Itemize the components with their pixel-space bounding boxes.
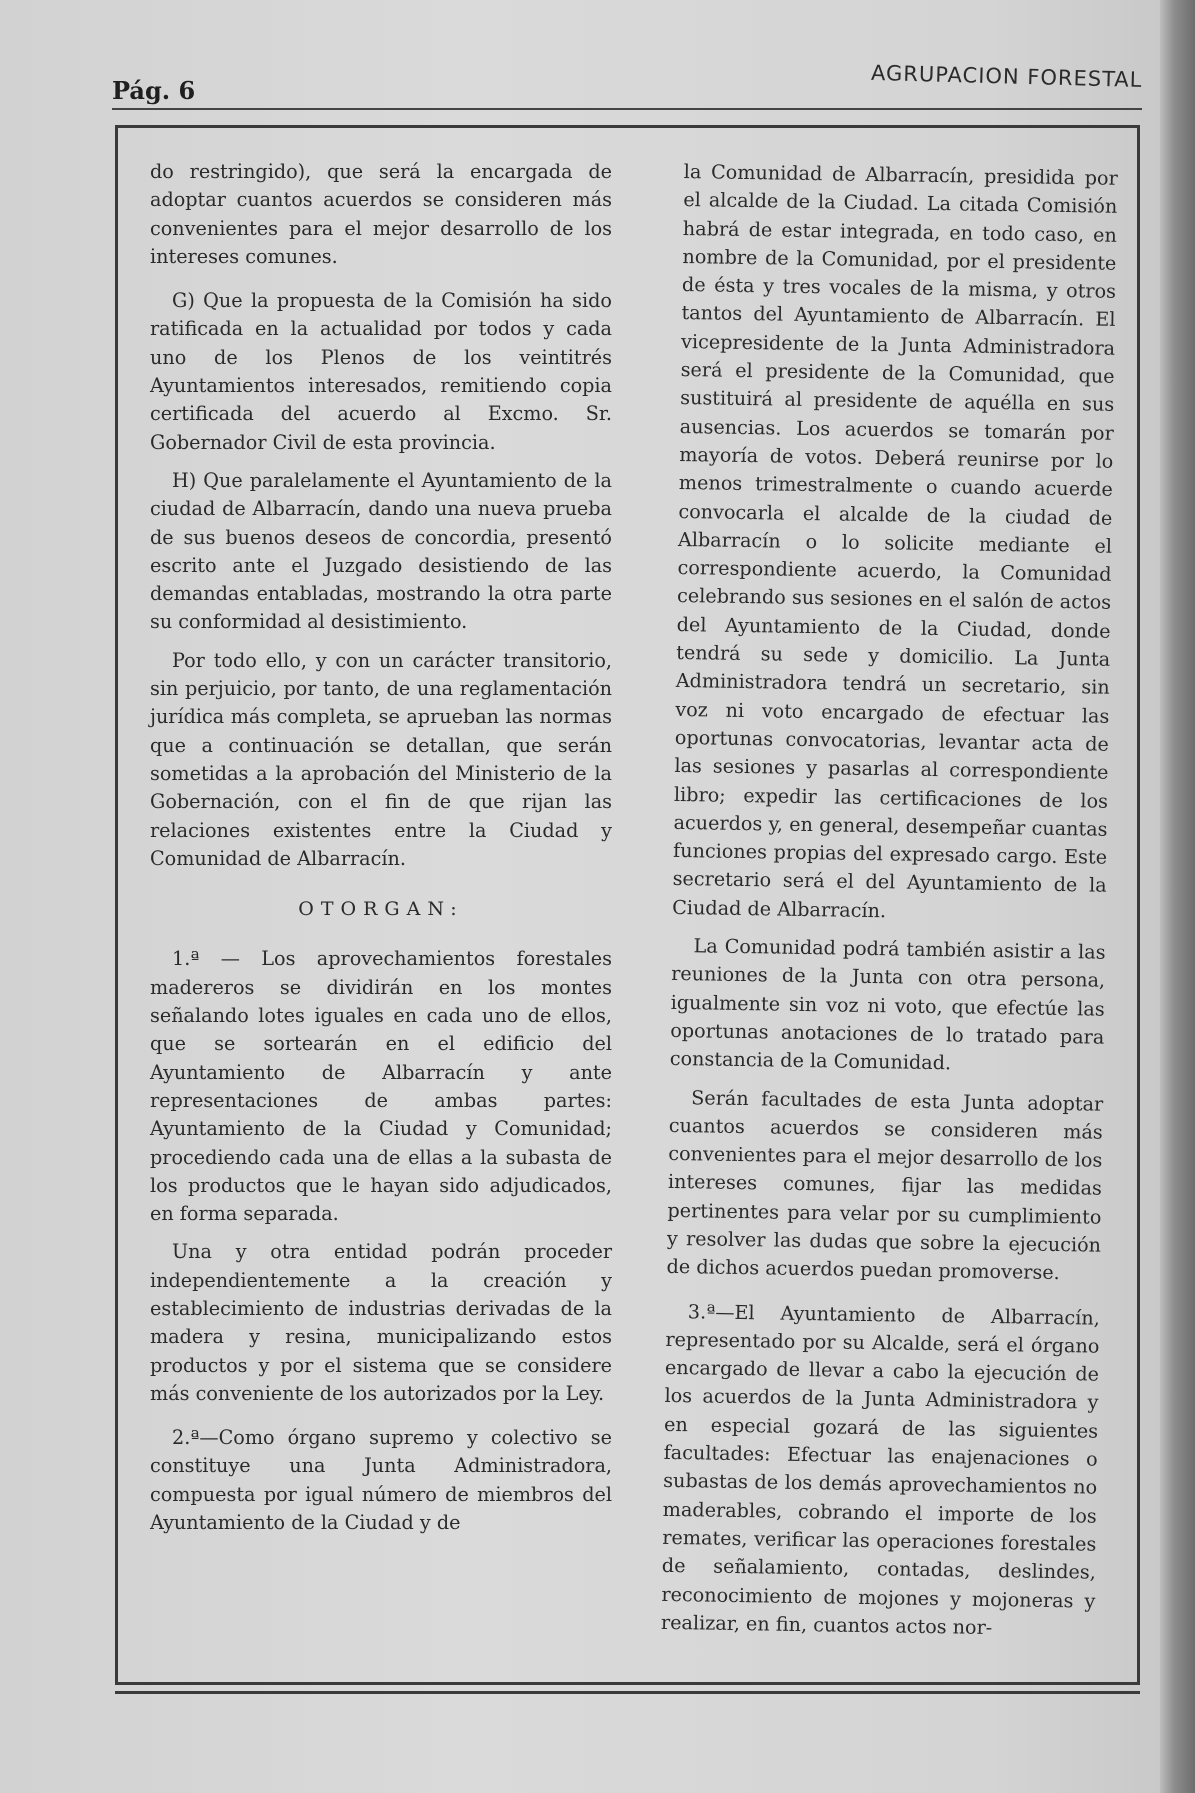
page-number: Pág. 6 — [112, 76, 196, 105]
page-edge — [1160, 0, 1195, 1793]
paragraph: 3.ª—El Ayuntamiento de Albarracín, representado por su Alcalde, será el órgano encargado de llevar a cabo la ejecución de los acuerdos de la Junta Administradora y en especial gozará de las siguientes facultades: Efectuar las enajenaciones o subastas de los demás aprovechamientos no maderables, cobrando el importe de los remates, verificar las operaciones forestales de señalamiento, contadas, deslindes, reconocimiento de mojones y mojoneras y realizar, en fin, cuantos actos nor- — [660, 1299, 1101, 1639]
left-column — [150, 158, 612, 1547]
paragraph: H) Que paralelamente el Ayuntamiento de la ciudad de Albarracín, dando una nueva prueba de sus buenos deseos de concordia, presentó escrito ante el Juzgado desistiendo de las demandas entabladas, mostrando la otra parte su conformidad al desistimiento. — [150, 468, 612, 634]
paragraph: La Comunidad podrá también asistir a las reuniones de la Junta con otra persona, igualmente sin voz ni voto, que efectúe las oportunas anotaciones de lo tratado para constancia de la Comunidad. — [669, 934, 1106, 1075]
paragraph: Por todo ello, y con un carácter transitorio, sin perjuicio, por tanto, de una reglamentación jurídica más completa, se aprueban las normas que a continuación se detallan, que serán sometidas a la aprobación del Ministerio de la Gobernación, con el fin de que rijan las relaciones existentes entre la Ciudad y Comunidad de Albarracín. — [150, 648, 612, 870]
paragraph: Una y otra entidad podrán proceder independientemente a la creación y establecimiento de industrias derivadas de la madera y resina, municipalizando estos productos y por el sistema que se considere más conveniente de los autorizados por la Ley. — [150, 1240, 612, 1405]
paragraph: la Comunidad de Albarracín, presidida por el alcalde de la Ciudad. La citada Comisión habrá de estar integrada, en todo caso, en nombre de la Comunidad, por el presidente de ésta y tres vocales de la misma, y otros tantos del Ayuntamiento de Albarracín. El vicepresidente de la Junta Administradora será el presidente de la Comunidad, que sustituirá al presidente de aquélla en sus ausencias. Los acuerdos se tomarán por mayoría de votos. Deberá reunirse por lo menos trimestralmente o cuando acuerde convocarla el alcalde de la ciudad de Albarracín o lo solicite mediante el correspondiente acuerdo, la Comunidad celebrando sus sesiones en el salón de actos del Ayuntamiento de la Ciudad, donde tendrá su sede y domicilio. La Junta Administradora tendrá un secretario, sin voz ni voto encargado de efectuar las oportunas convocatorias, levantar acta de las sesiones y pasarlas al correspondiente libro; expedir las certificaciones de los acuerdos y, en general, desempeñar cuantas funciones propias del expresado cargo. Este secretario será el del Ayuntamiento de la Ciudad de Albarracín. — [672, 159, 1118, 922]
header-rule — [112, 108, 1142, 110]
right-column — [661, 158, 1118, 1654]
journal-title: AGRUPACION FORESTAL — [870, 60, 1143, 92]
page-header — [112, 60, 1143, 108]
paragraph: 1.ª — Los aprovechamientos forestales madereros se dividirán en los montes señalando lotes iguales en cada uno de ellos, que se sortearán en el edificio del Ayuntamiento de Albarracín y ante representaciones de ambas partes: Ayuntamiento de la Ciudad y Comunidad; procediendo cada una de ellas a la subasta de los productos que le hayan sido adjudicados, en forma separada. — [150, 947, 612, 1226]
section-heading: OTORGAN: — [298, 898, 464, 921]
paragraph: Serán facultades de esta Junta adoptar cuantos acuerdos se consideren más convenientes para el mejor desarrollo de los intereses comunes, fijar las medidas pertinentes para velar por su cumplimiento y resolver las dudas que sobre la ejecución de dichos acuerdos puedan promoverse. — [666, 1085, 1104, 1285]
paragraph: G) Que la propuesta de la Comisión ha sido ratificada en la actualidad por todos y cada uno de los Plenos de los veintitrés Ayuntamientos interesados, remitiendo copia certificada del acuerdo al Excmo. Sr. Gobernador Civil de esta provincia. — [150, 289, 612, 454]
paragraph: 2.ª—Como órgano supremo y colectivo se constituye una Junta Administradora, compuesta por igual número de miembros del Ayuntamiento de la Ciudad y de — [150, 1426, 612, 1535]
bottom-rule — [115, 1691, 1140, 1694]
paragraph: do restringido), que será la encargada de adoptar cuantos acuerdos se consideren más convenientes para el mejor desarrollo de los intereses comunes. — [150, 160, 612, 268]
